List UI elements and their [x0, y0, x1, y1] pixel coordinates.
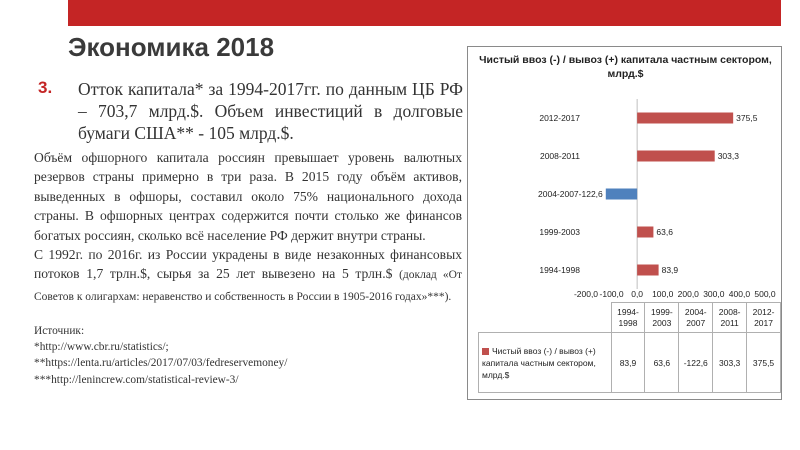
paragraph-outflows-main: С 1992г. по 2016г. из России украдены в виде незаконных финансовых потоков 1,7 трлн.$, сырья за 25 лет вывезено на 5 трлн.$: [34, 247, 462, 282]
table-header-cell: 1994- 1998: [611, 303, 645, 333]
table-cell: 303,3: [713, 333, 747, 393]
bar: [606, 189, 637, 200]
bar: [637, 151, 715, 162]
paragraph-outflows: [34, 245, 462, 307]
bar: [637, 265, 658, 276]
table-row-label-text: Чистый ввоз (-) / вывоз (+) капитала частным сектором, млрд.$: [482, 345, 596, 380]
table-corner: [479, 303, 612, 333]
data-table: [478, 302, 781, 393]
bar-chart: [468, 47, 782, 302]
category-label: 1994-1998: [539, 265, 580, 275]
category-and-data-label: 2004-2007-122,6: [538, 189, 603, 199]
point-number: 3.: [38, 78, 53, 97]
chart-panel: [467, 46, 782, 400]
x-tick-label: 100,0: [652, 289, 674, 299]
page-title: Экономика 2018: [68, 32, 275, 62]
x-tick-label: 200,0: [677, 289, 699, 299]
table-header-row: [479, 303, 781, 333]
x-tick-label: -100,0: [599, 289, 624, 299]
table-cell: 83,9: [611, 333, 645, 393]
source-link[interactable]: ***http://lenincrew.com/statistical-review-3/: [34, 373, 239, 386]
category-label: 2008-2011: [539, 151, 580, 161]
table-cell: -122,6: [679, 333, 713, 393]
bar: [637, 227, 653, 238]
legend-swatch: [482, 348, 489, 355]
data-label: 303,3: [717, 151, 739, 161]
table-header-cell: 1999- 2003: [645, 303, 679, 333]
table-cell: 375,5: [747, 333, 781, 393]
sources: [34, 323, 462, 388]
report-reference: (доклад «От Советов к олигархам: неравенство и собственность в России в 1905-2016 годах»***).: [34, 269, 462, 303]
category-label: 1999-2003: [539, 227, 580, 237]
chart-title-text: Чистый ввоз (-) / вывоз (+) капитала частным сектором, млрд.$: [479, 54, 772, 80]
data-label: 83,9: [661, 265, 679, 275]
point-text: Отток капитала* за 1994-2017гг. по данным ЦБ РФ – 703,7 млрд.$. Объем инвестиций в долговые бумаги США** - 105 млрд.$.: [78, 79, 463, 143]
data-label: 375,5: [736, 113, 758, 123]
sources-label: Источник:: [34, 325, 85, 337]
x-tick-label: 0,0: [631, 289, 644, 299]
data-label: 63,6: [656, 227, 673, 237]
table-row-label: [479, 333, 612, 393]
x-tick-label: 500,0: [754, 289, 776, 299]
table-cell: 63,6: [645, 333, 679, 393]
category-label: 2012-2017: [539, 113, 580, 123]
table-row: [479, 333, 781, 393]
source-link[interactable]: **https://lenta.ru/articles/2017/07/03/fedreservemoney/: [34, 357, 288, 370]
x-tick-label: -200,0: [573, 289, 599, 299]
bar: [637, 113, 733, 124]
table-header-cell: 2012- 2017: [747, 303, 781, 333]
top-accent-bar: [68, 0, 781, 26]
body-text: [34, 148, 462, 307]
table-header-cell: 2004- 2007: [679, 303, 713, 333]
source-link[interactable]: *http://www.cbr.ru/statistics/;: [34, 341, 169, 354]
table-header-cell: 2008- 2011: [713, 303, 747, 333]
x-tick-label: 300,0: [703, 289, 725, 299]
paragraph-offshore: Объём офшорного капитала россиян превышает уровень валютных резервов страны примерно в три раза. В 2015 году объём активов, выведенных в офшоры, составил около 75% национального дохода страны. В офшорных центрах содержится почти столько же финансов богатых россиян, сколько всё население РФ держит внутри страны.: [34, 150, 462, 243]
x-tick-label: 400,0: [728, 289, 751, 299]
